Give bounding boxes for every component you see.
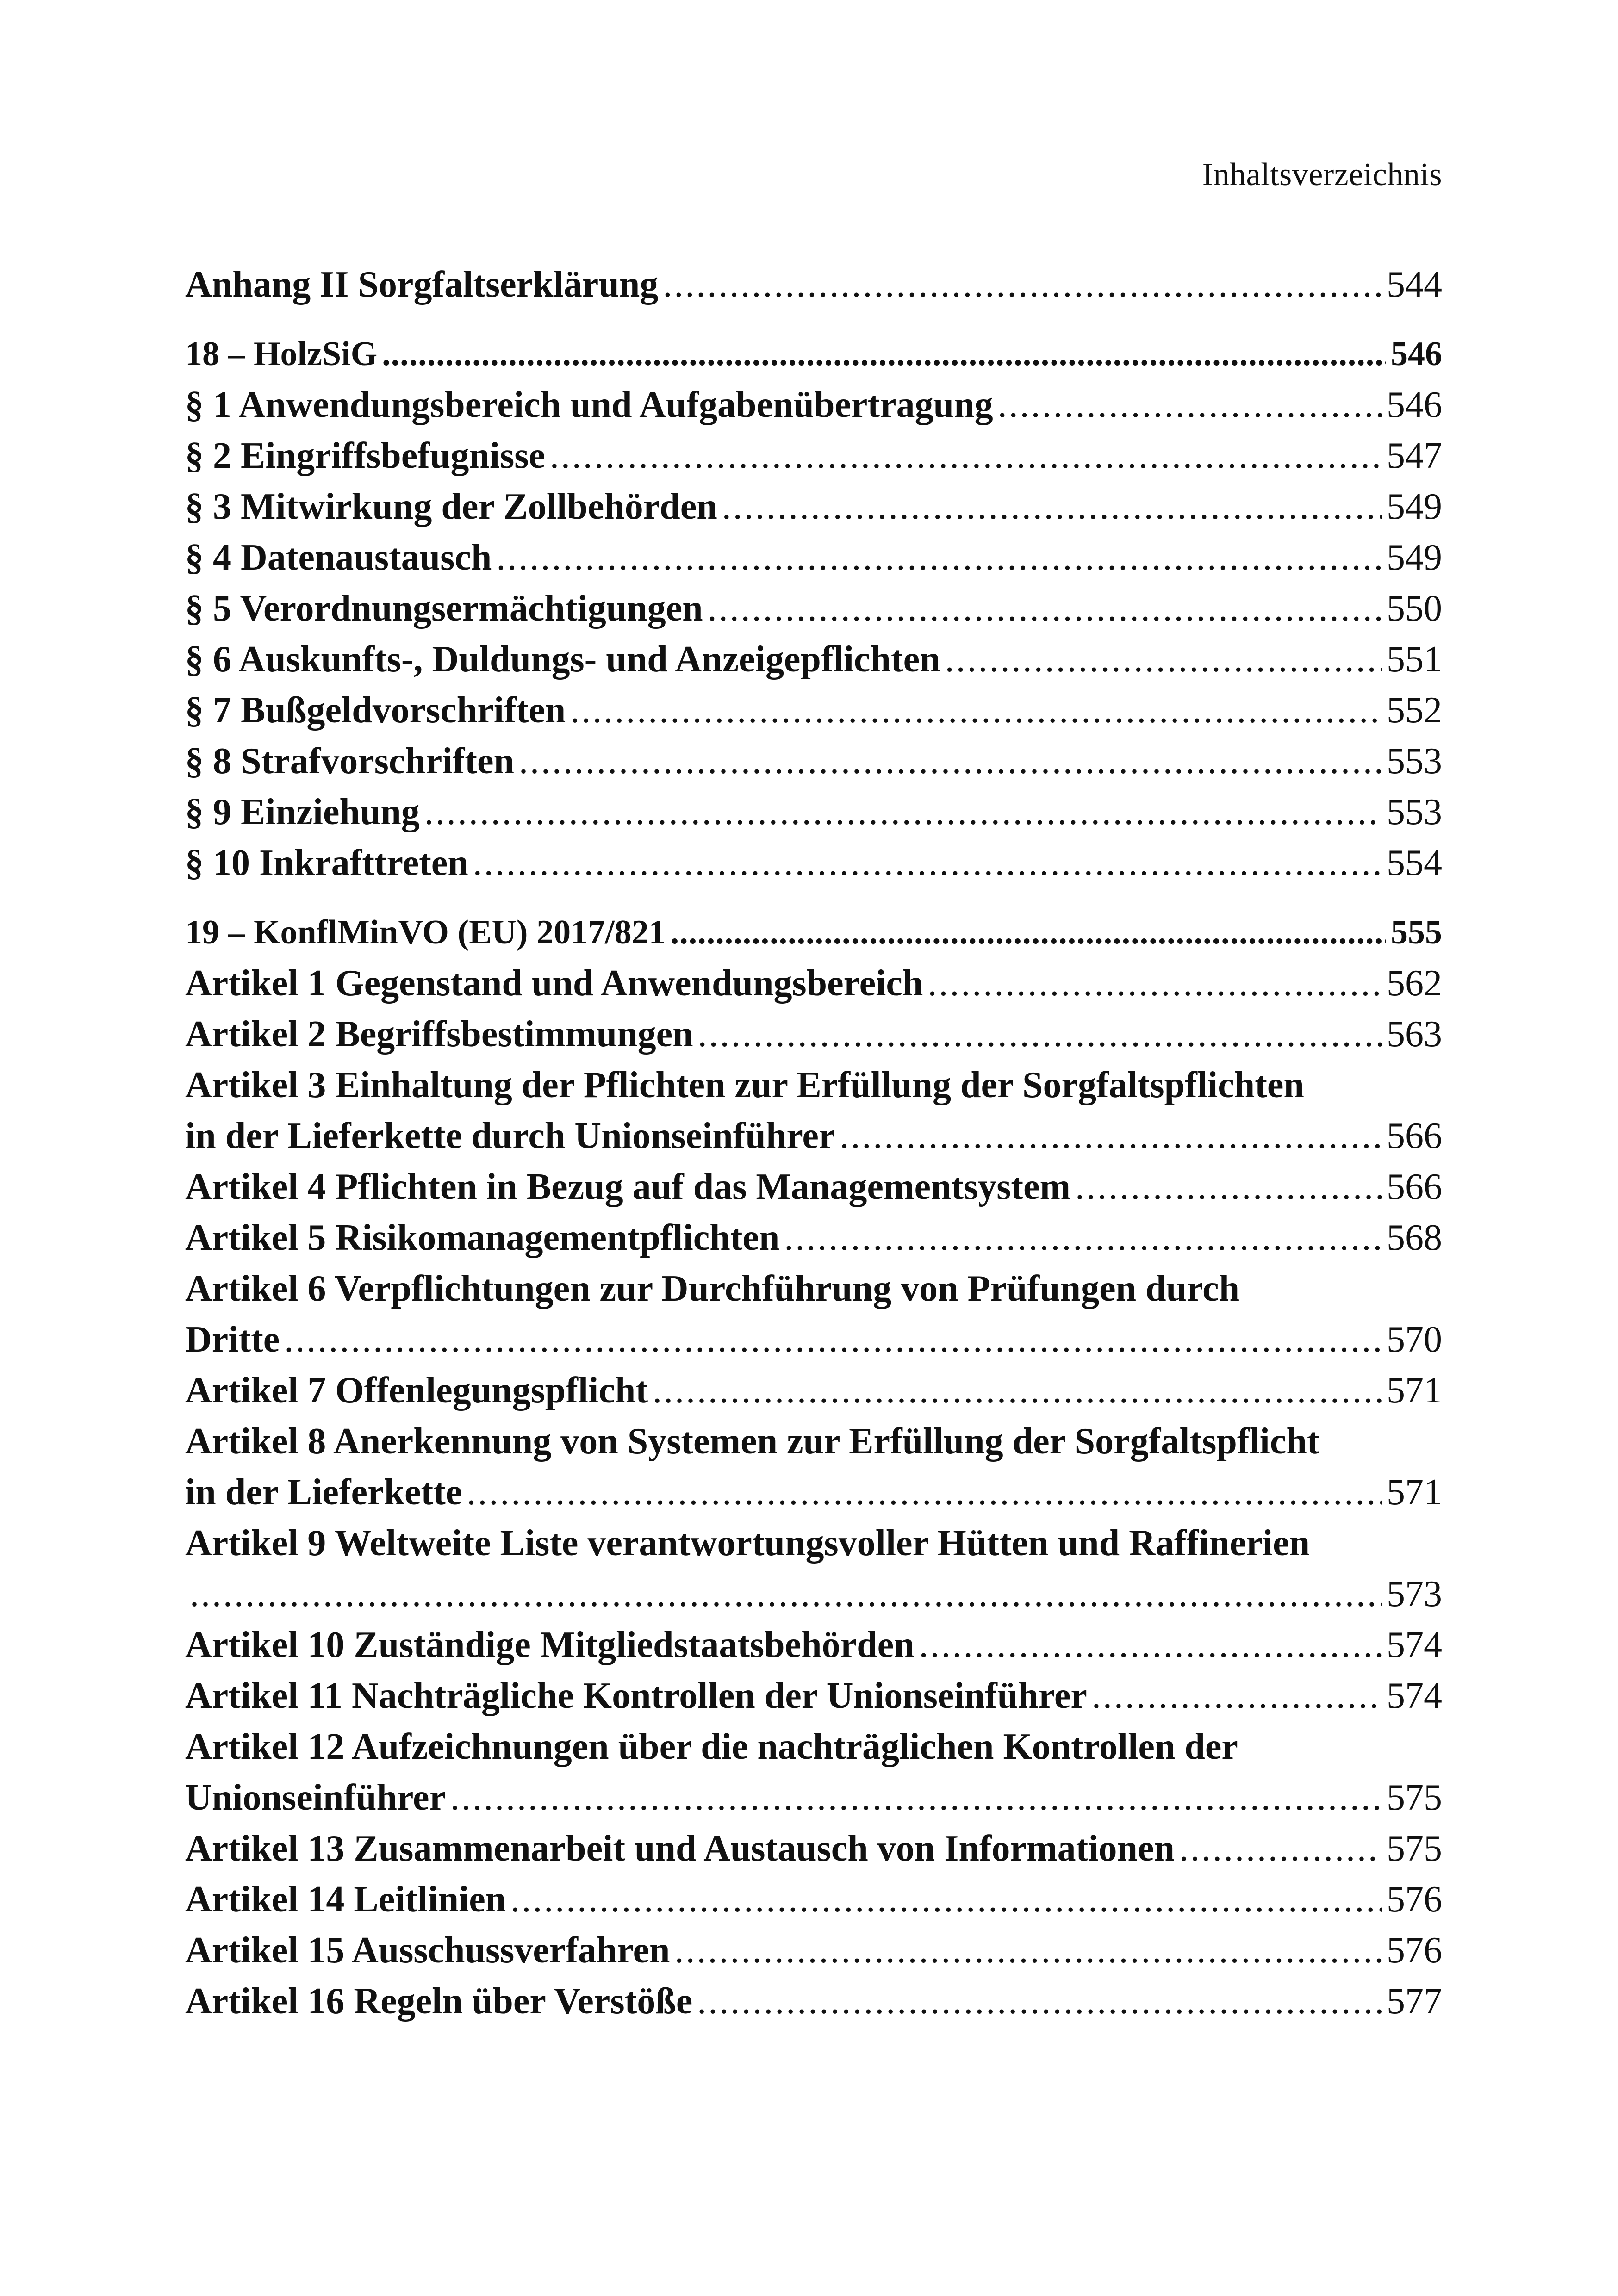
toc-entry[interactable] (185, 583, 1442, 634)
running-head: Inhaltsverzeichnis (1202, 157, 1442, 192)
toc-entry-title: Anhang II Sorgfaltserklärung (185, 264, 659, 305)
toc-entry[interactable] (185, 481, 1442, 532)
toc-entry[interactable] (185, 838, 1442, 888)
toc-entry[interactable] (185, 1518, 1442, 1620)
dot-leader (1092, 1670, 1382, 1721)
toc-entry[interactable] (185, 430, 1442, 481)
dot-leader (784, 1212, 1382, 1263)
dot-leader (927, 958, 1382, 1009)
toc-entry[interactable] (185, 1161, 1442, 1212)
dot-leader (998, 379, 1382, 430)
toc-entry-title: § 4 Datenaustausch (185, 537, 492, 578)
dot-leader (510, 1874, 1382, 1925)
toc-entry-title: § 9 Einziehung (185, 792, 420, 832)
toc-page-number: 571 (1387, 1370, 1442, 1411)
toc-entry[interactable] (185, 1721, 1442, 1823)
toc-page-number: 577 (1387, 1981, 1442, 2022)
toc-entry-title: 19 – KonflMinVO (EU) 2017/821 (185, 913, 666, 951)
dot-leader (496, 532, 1382, 583)
dot-leader (663, 259, 1382, 310)
dot-leader (708, 583, 1382, 634)
dot-leader (671, 907, 1386, 958)
toc-entry[interactable] (185, 1925, 1442, 1976)
toc-entry[interactable] (185, 1212, 1442, 1263)
toc-entry-title: § 10 Inkrafttreten (185, 843, 468, 883)
dot-leader (1179, 1823, 1382, 1874)
toc-page-number: 575 (1387, 1777, 1442, 1818)
toc-entry[interactable] (185, 1416, 1442, 1518)
toc-page-number: 553 (1387, 792, 1442, 832)
dot-leader (674, 1925, 1382, 1976)
toc-entry[interactable] (185, 958, 1442, 1009)
toc-page-number: 576 (1387, 1879, 1442, 1920)
toc-page-number: 549 (1387, 486, 1442, 527)
toc-page-number: 576 (1387, 1930, 1442, 1971)
toc-entry-title: Artikel 16 Regeln über Verstöße (185, 1981, 693, 2022)
toc-entry-title: § 5 Verordnungsermächtigungen (185, 588, 703, 629)
dot-leader (1075, 1161, 1382, 1212)
toc-entry[interactable] (185, 736, 1442, 787)
toc-entry-title: in der Lieferkette durch Unionseinführer (185, 1116, 835, 1156)
toc-entry[interactable] (185, 379, 1442, 430)
toc-entry-title-line: Artikel 3 Einhaltung der Pflichten zur Erfüllung der Sorgfaltspflichten (185, 1065, 1304, 1105)
toc-entry[interactable] (185, 685, 1442, 736)
toc-entry-title: § 8 Strafvorschriften (185, 741, 514, 782)
dot-leader (919, 1620, 1382, 1670)
toc-entry-title: Artikel 14 Leitlinien (185, 1879, 506, 1920)
toc-page-number: 571 (1387, 1472, 1442, 1513)
toc-entry[interactable] (185, 1365, 1442, 1416)
toc-entry[interactable] (185, 1670, 1442, 1721)
toc-page-number: 562 (1387, 963, 1442, 1004)
toc-entry[interactable] (185, 787, 1442, 838)
toc-entry-title: in der Lieferkette (185, 1472, 462, 1513)
toc-entry-title: Artikel 10 Zuständige Mitgliedstaatsbehörden (185, 1625, 915, 1665)
dot-leader (722, 481, 1382, 532)
toc-entry-title: Artikel 4 Pflichten in Bezug auf das Managementsystem (185, 1167, 1071, 1207)
toc-entry-title-line: Artikel 8 Anerkennung von Systemen zur Erfüllung der Sorgfaltspflicht (185, 1421, 1319, 1462)
dot-leader (653, 1365, 1382, 1416)
dot-leader (450, 1772, 1382, 1823)
toc-entry-title: Artikel 5 Risikomanagementpflichten (185, 1217, 780, 1258)
toc-page-number: 575 (1387, 1828, 1442, 1869)
toc-page-number: 570 (1387, 1319, 1442, 1360)
dot-leader (570, 685, 1382, 736)
toc-page-number: 546 (1387, 385, 1442, 425)
toc-entry-title: Dritte (185, 1319, 280, 1360)
toc-entry[interactable] (185, 1976, 1442, 2027)
toc-entry-title: Artikel 1 Gegenstand und Anwendungsbereich (185, 963, 923, 1004)
toc-entry-title: Artikel 11 Nachträgliche Kontrollen der Unionseinführer (185, 1675, 1087, 1716)
toc-entry-title: § 1 Anwendungsbereich und Aufgabenübertragung (185, 385, 993, 425)
dot-leader (473, 838, 1382, 888)
toc-entry[interactable] (185, 532, 1442, 583)
table-of-contents (185, 259, 1442, 2027)
toc-page-number: 549 (1387, 537, 1442, 578)
toc-entry-title: 18 – HolzSiG (185, 335, 378, 373)
toc-entry[interactable] (185, 1823, 1442, 1874)
toc-page-number: 547 (1387, 435, 1442, 476)
toc-page-number: 555 (1391, 913, 1442, 951)
toc-page-number: 552 (1387, 690, 1442, 731)
toc-entry-title: § 3 Mitwirkung der Zollbehörden (185, 486, 717, 527)
toc-page-number: 566 (1387, 1116, 1442, 1156)
toc-entry[interactable] (185, 1263, 1442, 1365)
toc-entry[interactable] (185, 1009, 1442, 1060)
toc-page-number: 574 (1387, 1675, 1442, 1716)
toc-entry-title: § 7 Bußgeldvorschriften (185, 690, 566, 731)
dot-leader (424, 787, 1382, 838)
dot-leader (698, 1009, 1382, 1060)
toc-page-number: 573 (1387, 1574, 1442, 1614)
toc-page-number: 544 (1387, 264, 1442, 305)
toc-page-number: 546 (1391, 335, 1442, 373)
toc-page-number: 554 (1387, 843, 1442, 883)
dot-leader (697, 1976, 1382, 2027)
dot-leader (840, 1111, 1382, 1161)
dot-leader (467, 1467, 1382, 1518)
toc-page-number: 563 (1387, 1014, 1442, 1055)
toc-entry-title: Artikel 2 Begriffsbestimmungen (185, 1014, 693, 1055)
toc-entry-title: § 2 Eingriffsbefugnisse (185, 435, 545, 476)
toc-entry-title-line: Artikel 12 Aufzeichnungen über die nachträglichen Kontrollen der (185, 1726, 1238, 1767)
dot-leader (945, 634, 1382, 685)
toc-entry-title: Artikel 7 Offenlegungspflicht (185, 1370, 648, 1411)
toc-entry[interactable] (185, 634, 1442, 685)
dot-leader (284, 1314, 1382, 1365)
toc-entry-title-line: Artikel 9 Weltweite Liste verantwortungsvoller Hütten und Raffinerien (185, 1523, 1310, 1564)
toc-entry-title: Artikel 13 Zusammenarbeit und Austausch von Informationen (185, 1828, 1175, 1869)
toc-chapter-entry[interactable] (185, 907, 1442, 958)
toc-entry[interactable] (185, 1620, 1442, 1670)
toc-entry[interactable] (185, 259, 1442, 310)
toc-page-number: 566 (1387, 1167, 1442, 1207)
toc-entry-title: § 6 Auskunfts-, Duldungs- und Anzeigepflichten (185, 639, 940, 680)
toc-entry[interactable] (185, 1874, 1442, 1925)
toc-page-number: 551 (1387, 639, 1442, 680)
toc-entry-title: Artikel 15 Ausschussverfahren (185, 1930, 670, 1971)
toc-page-number: 550 (1387, 588, 1442, 629)
dot-leader (550, 430, 1382, 481)
toc-entry-title: Unionseinführer (185, 1777, 446, 1818)
dot-leader (190, 1569, 1382, 1620)
toc-page-number: 568 (1387, 1217, 1442, 1258)
toc-entry[interactable] (185, 1060, 1442, 1161)
dot-leader (519, 736, 1382, 787)
toc-page-number: 553 (1387, 741, 1442, 782)
dot-leader (382, 329, 1386, 379)
toc-page-number: 574 (1387, 1625, 1442, 1665)
toc-entry-title-line: Artikel 6 Verpflichtungen zur Durchführung von Prüfungen durch (185, 1268, 1240, 1309)
toc-chapter-entry[interactable] (185, 329, 1442, 379)
